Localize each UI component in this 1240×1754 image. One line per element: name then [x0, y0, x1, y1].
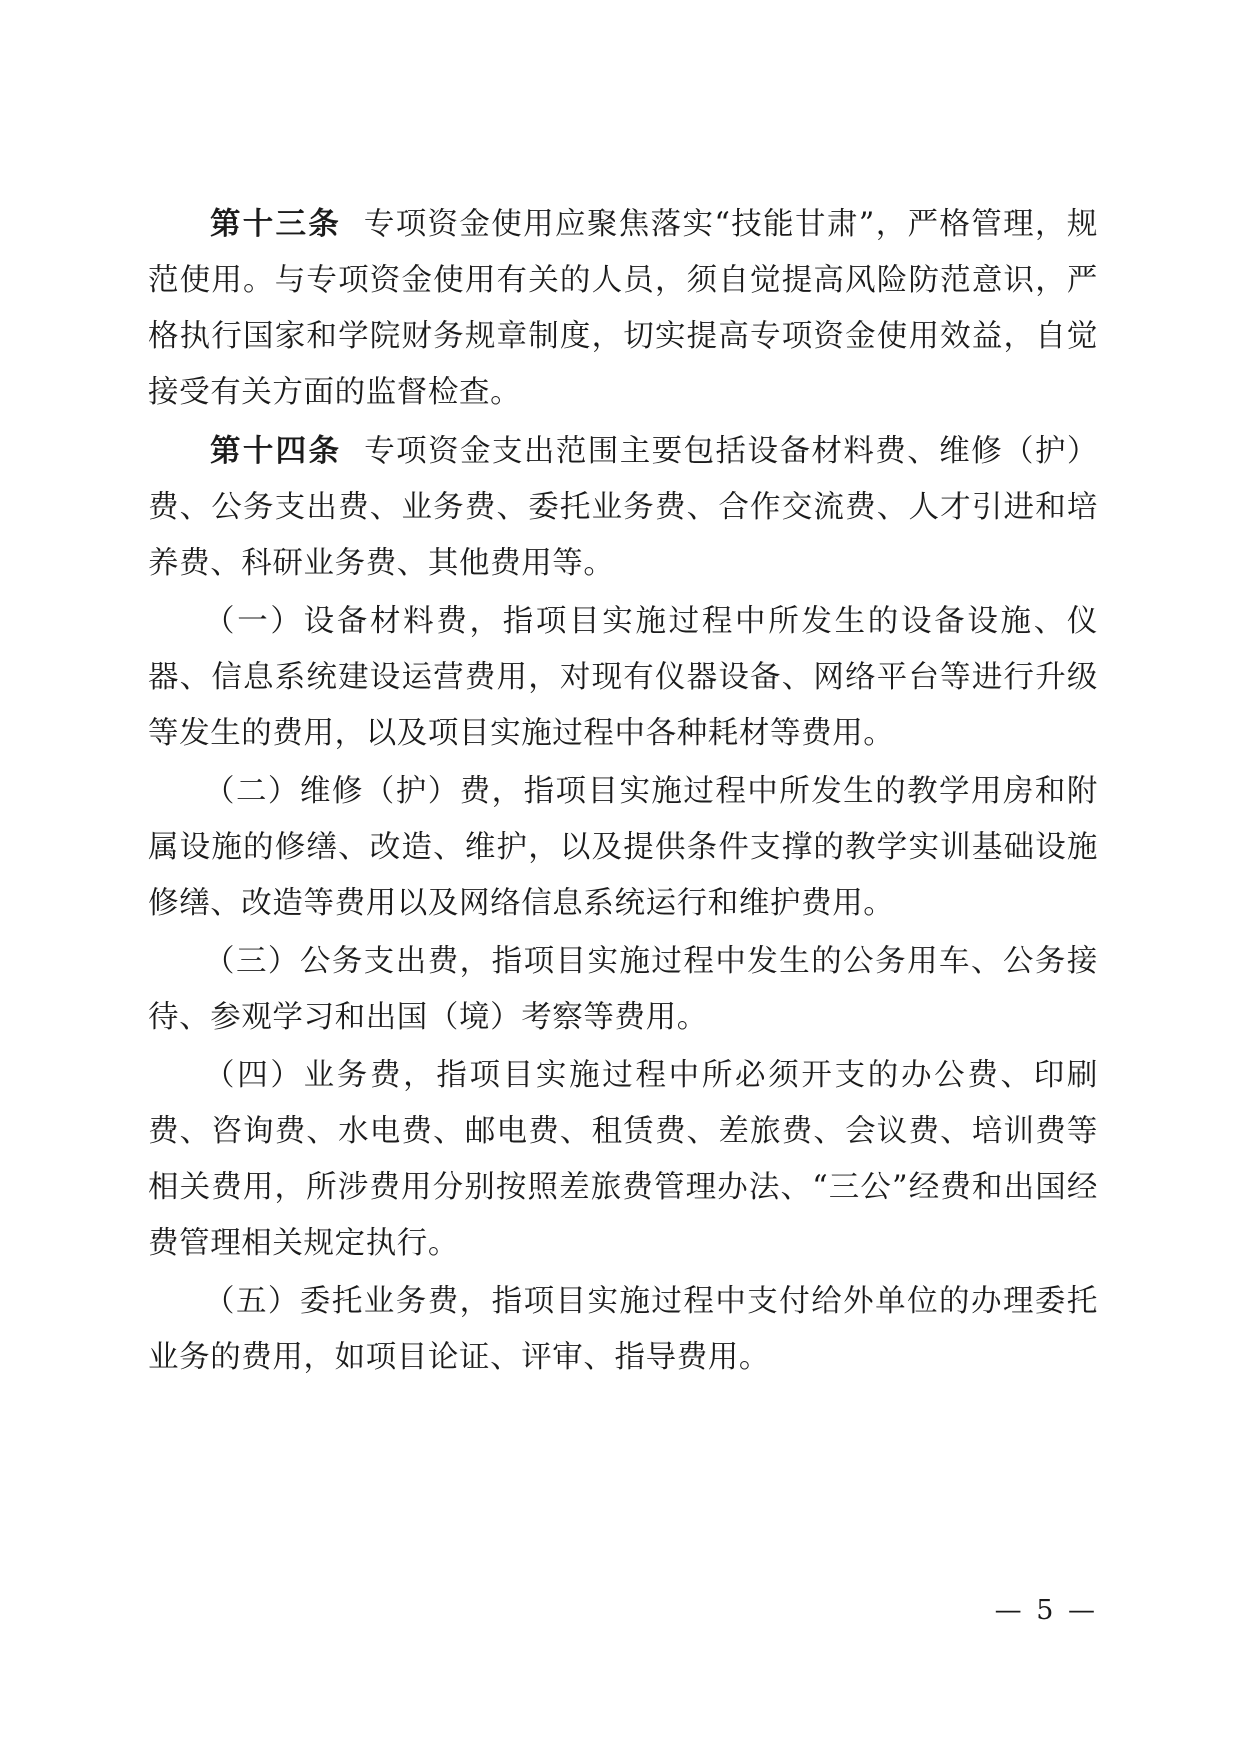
- paragraph-text: （四）业务费，指项目实施过程中所必须开支的办公费、印刷费、咨询费、水电费、邮电费、租赁费、差旅费、会议费、培训费等相关费用，所涉费用分别按照差旅费管理办法、“三公”经费和出国经费管理相关规定执行。: [148, 1058, 1098, 1261]
- paragraph-item-3: [148, 934, 1098, 1046]
- paragraph-text: （一）设备材料费，指项目实施过程中所发生的设备设施、仪器、信息系统建设运营费用，对现有仪器设备、网络平台等进行升级等发生的费用，以及项目实施过程中各种耗材等费用。: [148, 604, 1098, 751]
- article-number-13: 第十三条: [210, 206, 342, 242]
- paragraph-item-1: [148, 594, 1098, 762]
- paragraph-item-2: [148, 764, 1098, 932]
- paragraph-text: 专项资金使用应聚焦落实“技能甘肃”，严格管理，规范使用。与专项资金使用有关的人员，须自觉提高风险防范意识，严格执行国家和学院财务规章制度，切实提高专项资金使用效益，自觉接受有关方面的监督检查。: [148, 207, 1098, 410]
- page-number: — 5 —: [994, 1595, 1098, 1626]
- article-number-14: 第十四条: [210, 433, 342, 469]
- paragraph-item-4: [148, 1048, 1098, 1272]
- paragraph-text: （五）委托业务费，指项目实施过程中支付给外单位的办理委托业务的费用，如项目论证、评审、指导费用。: [148, 1284, 1098, 1375]
- paragraph-article-13: [148, 196, 1098, 421]
- paragraph-article-14: [148, 423, 1098, 592]
- paragraph-item-5: [148, 1274, 1098, 1386]
- paragraph-text: 专项资金支出范围主要包括设备材料费、维修（护）费、公务支出费、业务费、委托业务费、合作交流费、人才引进和培养费、科研业务费、其他费用等。: [148, 434, 1098, 581]
- paragraph-text: （三）公务支出费，指项目实施过程中发生的公务用车、公务接待、参观学习和出国（境）考察等费用。: [148, 944, 1098, 1035]
- paragraph-text: （二）维修（护）费，指项目实施过程中所发生的教学用房和附属设施的修缮、改造、维护，以及提供条件支撑的教学实训基础设施修缮、改造等费用以及网络信息系统运行和维护费用。: [148, 774, 1098, 921]
- document-body: [148, 196, 1098, 1388]
